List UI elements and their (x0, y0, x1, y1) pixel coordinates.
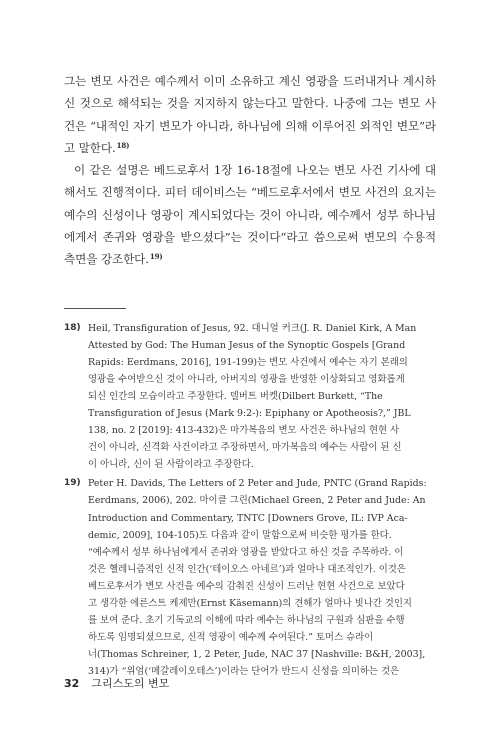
running-title: 그리스도의 변모 (91, 677, 170, 690)
page-footer (64, 675, 169, 691)
main-text (64, 70, 436, 271)
footnote-line: 314)가 “위엄(‘메갈레이오테스’)이라는 단어가 반드시 신성을 의미하는 것은 (88, 665, 400, 677)
footnote-line: Eerdmans, 2006), 202. 마이클 그린(Michael Green, 2 Peter and Jude: An (88, 495, 426, 507)
footnote-line: demic, 2009], 104-105)도 다음과 같이 말함으로써 비슷한 평가를 한다. (88, 529, 392, 541)
footnote-line: 이 아니라, 신이 된 사람이라고 주장한다. (88, 459, 254, 471)
footnote-line: 되신 인간의 모습이라고 주장한다. 델버트 버켓(Dilbert Burkett, “The (88, 391, 383, 403)
footnote-line: Rapids: Eerdmans, 2016], 191-199)는 변모 사건에서 예수는 자기 본래의 (88, 357, 408, 369)
footnote-line: Transfiguration of Jesus (Mark 9:2-): Epiphany or Apotheosis?,” JBL (88, 408, 411, 420)
footnote-ref-18[interactable]: 18) (116, 140, 130, 150)
footnote-line: 영광을 수여받으신 것이 아니라, 아버지의 영광을 반영한 이상화되고 영화롭게 (88, 374, 405, 386)
paragraph-1-text: 그는 변모 사건은 예수께서 이미 소유하고 계신 영광을 드러내거나 계시하신 것으로 해석되는 것을 지지하지 않는다고 말한다. 나중에 그는 변모 사건은 “내적인 자기 변모가 아니라, 하나님에 의해 이루어진 외적인 변모”라고 말한다. (64, 74, 436, 155)
footnotes (64, 320, 436, 682)
footnote-line: Introduction and Commentary, TNTC [Downers Grove, IL: IVP Aca- (88, 512, 408, 524)
paragraph-2-text: 이 같은 설명은 베드로후서 1장 16-18절에 나오는 변모 사건 기사에 대해서도 진행적이다. 피터 데이비스는 “베드로후서에서 변모 사건의 요지는 예수의 신성이나 영광이 계시되었다는 것이 아니라, 예수께서 성부 하나님에게서 존귀와 영광을 받으셨다”는 것이다“라고 씀으로써 변모의 수용적 측면을 강조한다. (64, 163, 436, 267)
footnote-line: 베드로후서가 변모 사건을 예수의 감춰진 신성이 드러난 현현 사건으로 보았다 (88, 580, 405, 592)
footnote-line: 138, no. 2 [2019]: 413-432)은 마가복음의 변모 사건은 하나님의 현현 사 (88, 425, 400, 437)
footnote-line: Peter H. Davids, The Letters of 2 Peter and Jude, PNTC (Grand Rapids: (88, 478, 427, 490)
footnote-number: 18) (64, 323, 81, 333)
footnote-number: 19) (64, 478, 81, 489)
footnote-line: 하도록 임명되셨으므로, 신적 영광이 예수께 수여된다.” 토머스 슈라이 (88, 631, 374, 643)
footnote-19 (64, 475, 436, 680)
footnote-line: Attested by God: The Human Jesus of the Synoptic Gospels [Grand (88, 340, 406, 352)
footnote-line: “예수께서 성부 하나님에게서 존귀와 영광을 받았다고 하신 것을 주목하라. 이 (88, 546, 404, 558)
footnote-18 (64, 320, 436, 473)
footnote-line: 너(Thomas Schreiner, 1, 2 Peter, Jude, NAC 37 [Nashville: B&H, 2003], (88, 648, 426, 660)
paragraph-1 (64, 70, 436, 159)
footnote-line: Heil, Transfiguration of Jesus, 92. 대니얼 커크(J. R. Daniel Kirk, A Man (88, 323, 417, 334)
footnote-divider (64, 308, 126, 309)
footnote-line: 고 생각한 에른스트 케제만(Ernst Käsemann)의 견해가 얼마나 빗나간 것인지 (88, 597, 412, 609)
footnote-line: 를 보여 준다. 초기 기독교의 이해에 따라 예수는 하나님의 구원과 심판을 수행 (88, 614, 405, 626)
footnote-line: 건이 아니라, 신격화 사건이라고 주장하면서, 마가복음의 예수는 사람이 된 신 (88, 442, 402, 454)
footnote-line: 것은 헬레니즘적인 신적 인간(‘테이오스 아네르’)과 얼마나 대조적인가. 이것은 (88, 563, 406, 575)
page-number: 32 (64, 677, 80, 690)
paragraph-2 (64, 159, 436, 270)
footnote-ref-19[interactable]: 19) (149, 252, 163, 262)
